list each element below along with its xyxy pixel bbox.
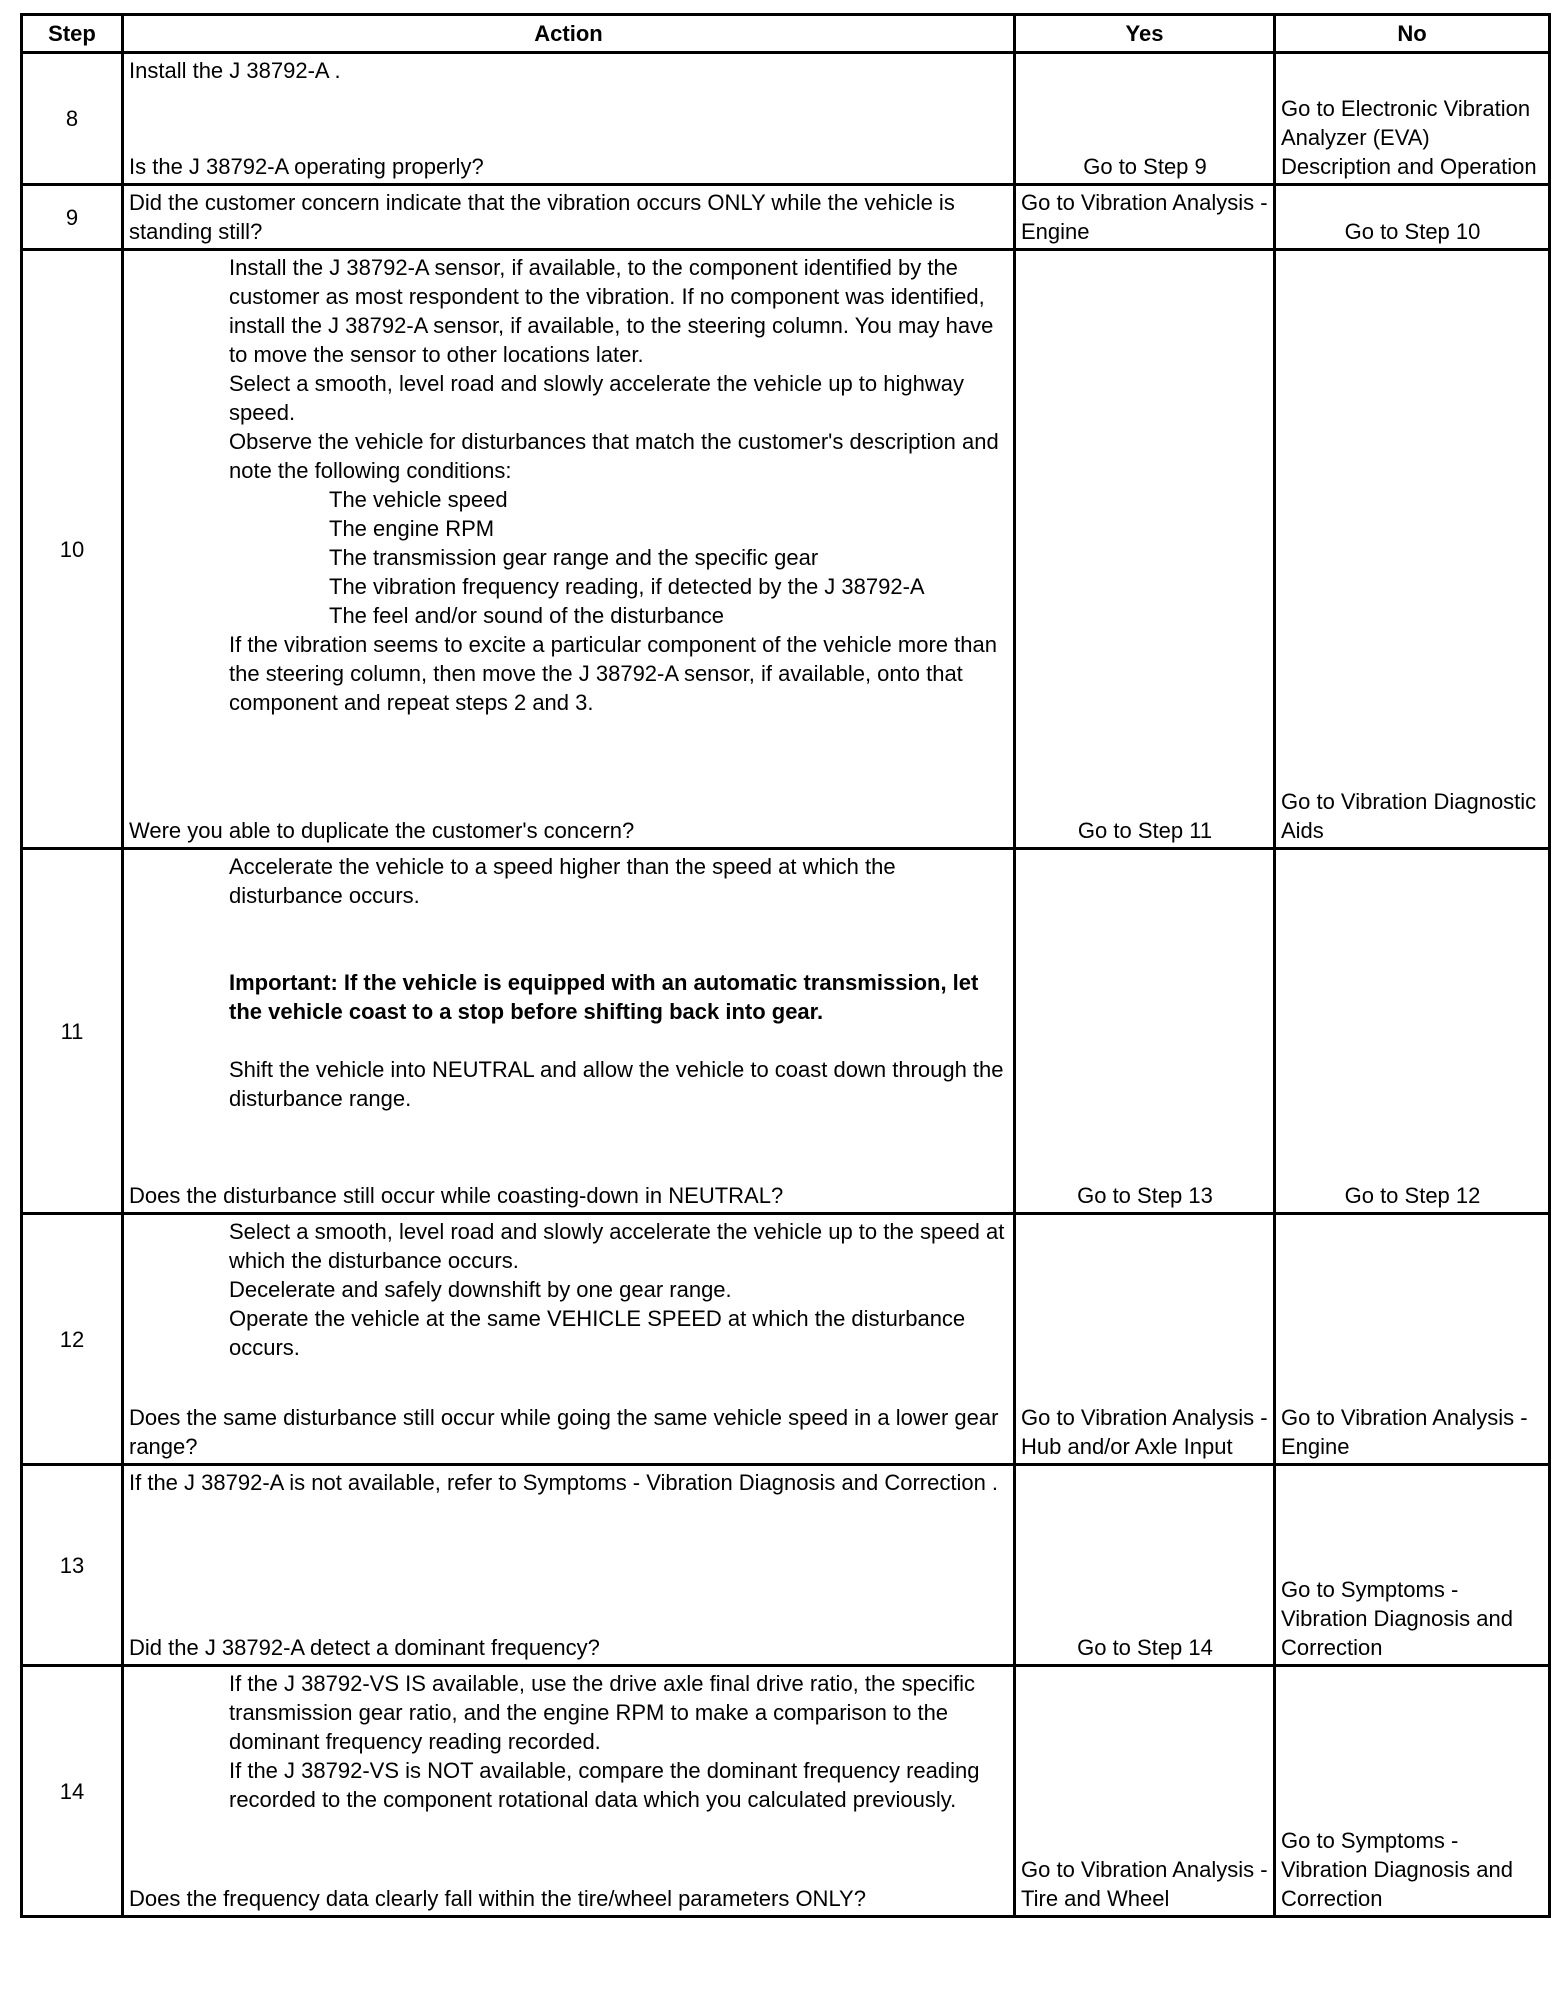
action-text: If the J 38792-A is not available, refer to Symptoms - Vibration Diagnosis and Correction . — [129, 1470, 999, 1495]
diagnostic-table-page — [20, 13, 1548, 1918]
header-step: Step — [22, 15, 123, 53]
action-block — [129, 1669, 1009, 1814]
step-number: 9 — [22, 185, 123, 250]
action-cell — [123, 1465, 1015, 1666]
table-row-step-9 — [22, 185, 1550, 250]
action-text: If the J 38792-VS is NOT available, compare the dominant frequency reading recorded to the component rotational data which you calculated previously. — [229, 1758, 980, 1812]
action-text: Install the J 38792-A . — [129, 58, 341, 83]
no-result: Go to Step 10 — [1344, 219, 1481, 244]
action-text: Select a smooth, level road and slowly accelerate the vehicle up to highway speed. — [229, 371, 964, 425]
action-cell — [123, 1666, 1015, 1917]
step-number: 14 — [22, 1666, 123, 1917]
action-text: If the vibration seems to excite a particular component of the vehicle more than the steering column, then move the J 38792-A sensor, if available, onto that component and repeat steps 2 and 3. — [229, 632, 997, 715]
no-cell — [1275, 1666, 1550, 1917]
yes-result: Go to Step 14 — [1077, 1635, 1213, 1660]
action-text: Observe the vehicle for disturbances that match the customer's description and note the following conditions: — [229, 429, 999, 483]
table-row-step-10 — [22, 250, 1550, 849]
step-number: 10 — [22, 250, 123, 849]
yes-result: Go to Step 9 — [1083, 154, 1207, 179]
no-cell — [1275, 185, 1550, 250]
action-text: If the J 38792-VS IS available, use the drive axle final drive ratio, the specific transmission gear ratio, and the engine RPM to make a comparison to the dominant frequency reading recorded. — [229, 1671, 975, 1754]
yes-cell — [1015, 1666, 1275, 1917]
action-text: Accelerate the vehicle to a speed higher than the speed at which the disturbance occurs. — [229, 854, 896, 908]
action-cell — [123, 849, 1015, 1214]
action-cell — [123, 1214, 1015, 1465]
yes-cell — [1015, 849, 1275, 1214]
condition-item: The vehicle speed — [329, 487, 508, 512]
no-result: Go to Step 12 — [1344, 1183, 1481, 1208]
header-no: No — [1275, 15, 1550, 53]
diagnostic-steps-table — [20, 13, 1551, 1918]
action-question: Does the frequency data clearly fall within the tire/wheel parameters ONLY? — [129, 1886, 866, 1911]
action-block — [129, 1217, 1009, 1362]
no-cell — [1275, 1214, 1550, 1465]
no-cell — [1275, 1465, 1550, 1666]
action-cell — [123, 250, 1015, 849]
condition-item: The vibration frequency reading, if detected by the J 38792-A — [329, 574, 925, 599]
yes-cell — [1015, 1465, 1275, 1666]
step-number: 13 — [22, 1465, 123, 1666]
no-cell — [1275, 250, 1550, 849]
yes-cell — [1015, 53, 1275, 185]
action-question: Were you able to duplicate the customer's concern? — [129, 818, 635, 843]
condition-item: The engine RPM — [329, 516, 495, 541]
yes-result: Go to Step 11 — [1077, 818, 1213, 843]
action-cell — [123, 53, 1015, 185]
step-number: 12 — [22, 1214, 123, 1465]
no-result: Go to Vibration Diagnostic Aids — [1281, 789, 1537, 843]
action-text: Select a smooth, level road and slowly accelerate the vehicle up to the speed at which the disturbance occurs. — [229, 1219, 1005, 1273]
table-row-step-13 — [22, 1465, 1550, 1666]
yes-result: Go to Vibration Analysis - Engine — [1021, 190, 1268, 244]
yes-result: Go to Vibration Analysis - Tire and Wheel — [1021, 1857, 1268, 1911]
action-question: Does the disturbance still occur while coasting-down in NEUTRAL? — [129, 1183, 784, 1208]
action-cell — [123, 185, 1015, 250]
yes-result: Go to Vibration Analysis - Hub and/or Axle Input — [1021, 1405, 1268, 1459]
table-row-step-14 — [22, 1666, 1550, 1917]
table-row-step-11 — [22, 849, 1550, 1214]
table-row-step-12 — [22, 1214, 1550, 1465]
header-yes: Yes — [1015, 15, 1275, 53]
no-cell — [1275, 849, 1550, 1214]
yes-cell — [1015, 185, 1275, 250]
yes-cell — [1015, 1214, 1275, 1465]
yes-result: Go to Step 13 — [1077, 1183, 1213, 1208]
no-result: Go to Symptoms - Vibration Diagnosis and Correction — [1281, 1577, 1513, 1660]
condition-item: The feel and/or sound of the disturbance — [329, 603, 725, 628]
action-question: Did the customer concern indicate that the vibration occurs ONLY while the vehicle is standing still? — [129, 190, 955, 244]
action-block — [129, 253, 1009, 717]
action-question: Does the same disturbance still occur while going the same vehicle speed in a lower gear range? — [129, 1405, 999, 1459]
action-text: Decelerate and safely downshift by one gear range. — [229, 1277, 732, 1302]
table-header-row — [22, 15, 1550, 53]
action-text: Install the J 38792-A sensor, if available, to the component identified by the customer as most respondent to the vibration. If no component was identified, install the J 38792-A sensor, if available, to the steering column. You may have to move the sensor to other locations later. — [229, 255, 994, 367]
no-result: Go to Vibration Analysis - Engine — [1281, 1405, 1528, 1459]
action-block — [129, 852, 1009, 1113]
action-text: Operate the vehicle at the same VEHICLE SPEED at which the disturbance occurs. — [229, 1306, 966, 1360]
important-note: Important: If the vehicle is equipped with an automatic transmission, let the vehicle coast to a stop before shifting back into gear. — [229, 970, 979, 1024]
step-number: 8 — [22, 53, 123, 185]
no-cell — [1275, 53, 1550, 185]
action-text: Shift the vehicle into NEUTRAL and allow the vehicle to coast down through the disturbance range. — [229, 1057, 1004, 1111]
yes-cell — [1015, 250, 1275, 849]
action-question: Is the J 38792-A operating properly? — [129, 154, 484, 179]
header-action: Action — [123, 15, 1015, 53]
step-number: 11 — [22, 849, 123, 1214]
no-result: Go to Electronic Vibration Analyzer (EVA) Description and Operation — [1281, 96, 1537, 179]
condition-item: The transmission gear range and the specific gear — [329, 545, 819, 570]
action-question: Did the J 38792-A detect a dominant frequency? — [129, 1635, 600, 1660]
table-row-step-8 — [22, 53, 1550, 185]
no-result: Go to Symptoms - Vibration Diagnosis and Correction — [1281, 1828, 1513, 1911]
